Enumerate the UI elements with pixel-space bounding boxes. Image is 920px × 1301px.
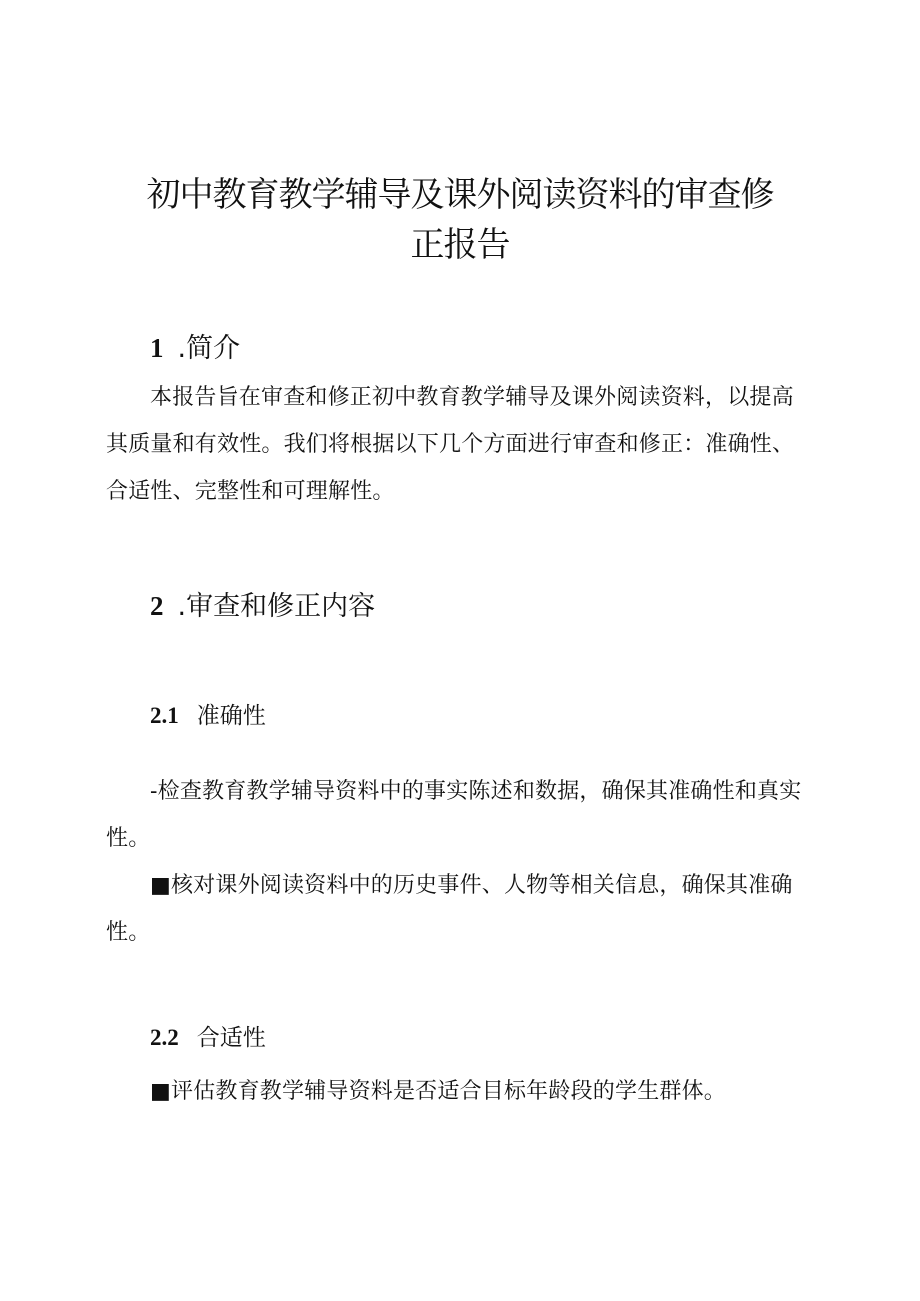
subsection-title: 准确性 (196, 703, 266, 729)
document-title (100, 170, 820, 270)
section-heading-review (150, 588, 375, 625)
subsection-heading-accuracy (150, 701, 266, 731)
section-title: .简介 (177, 333, 241, 364)
suitability-item-1: ■评估教育教学辅导资料是否适合目标年龄段的学生群体。 (150, 1079, 726, 1104)
section-heading-intro (150, 330, 240, 367)
section-number: 2 (150, 591, 164, 621)
title-line-2: 正报告 (410, 225, 510, 265)
subsection-heading-suitability (150, 1023, 266, 1053)
section-title: .审查和修正内容 (177, 591, 376, 622)
accuracy-item-1: -检查教育教学辅导资料中的事实陈述和数据，确保其准确性和真实性。 (106, 779, 802, 851)
accuracy-item-2: ■核对课外阅读资料中的历史事件、人物等相关信息，确保其准确性。 (106, 873, 793, 945)
subsection-number: 2.2 (150, 1025, 179, 1050)
subsection-title: 合适性 (196, 1025, 266, 1051)
subsection-number: 2.1 (150, 703, 179, 728)
intro-paragraph: 本报告旨在审查和修正初中教育教学辅导及课外阅读资料，以提高其质量和有效性。我们将根据以下几个方面进行审查和修正：准确性、合适性、完整性和可理解性。 (106, 385, 795, 504)
section-number: 1 (150, 333, 164, 363)
title-line-1: 初中教育教学辅导及课外阅读资料的审查修 (146, 175, 774, 215)
